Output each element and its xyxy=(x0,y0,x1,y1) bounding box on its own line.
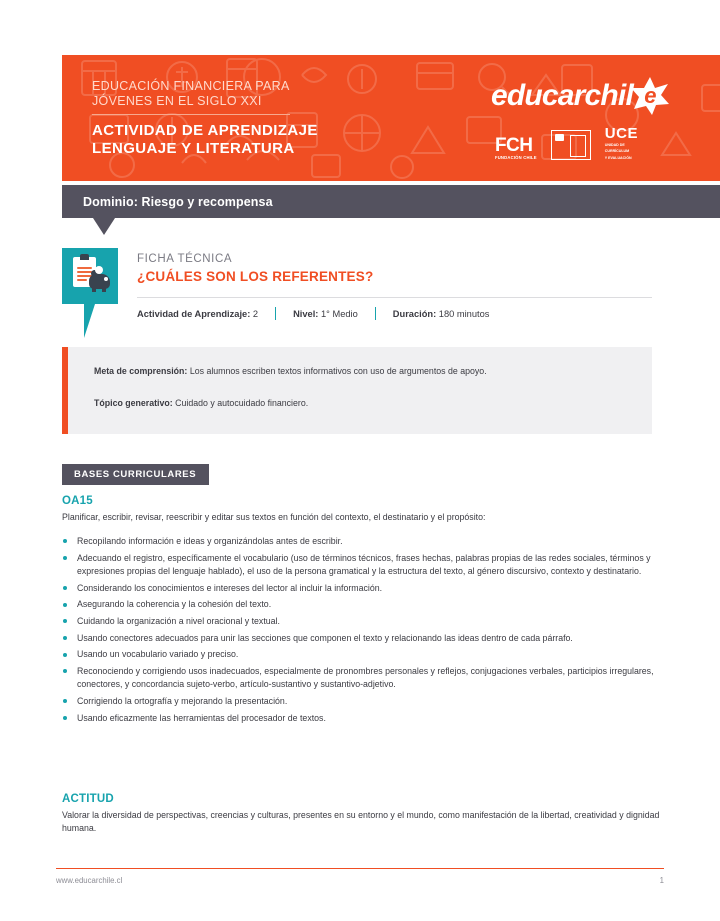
oa-code: OA15 xyxy=(62,495,93,507)
ficha-meta-row xyxy=(137,297,652,320)
meta-actividad-label: Actividad de Aprendizaje: xyxy=(137,308,251,319)
meta-actividad-value: 2 xyxy=(250,308,259,319)
meta-separator-1 xyxy=(275,307,276,320)
actitud-description: Valorar la diversidad de perspectivas, creencias y culturas, presentes en su entorno y el mundo, como manifestación de la libertad, creatividad y dignidad humana. xyxy=(62,810,660,834)
list-item: Corrigiendo la ortografía y mejorando la presentación. xyxy=(62,695,662,708)
fch-logo-sub: FUNDACIÓN CHILE xyxy=(494,154,537,160)
ficha-icon-wrapper xyxy=(62,248,118,304)
svg-text:e: e xyxy=(644,82,656,108)
header-title-line2: LENGUAJE Y LITERATURA xyxy=(92,139,295,157)
oa-description: Planificar, escribir, revisar, reescribir y editar sus textos en función del contexto, el destinatario y el propósito: xyxy=(62,512,486,522)
header-kicker xyxy=(92,79,290,115)
clipboard-line-4 xyxy=(77,279,87,281)
meta-comprension-label: Meta de comprensión: xyxy=(94,366,188,376)
meta-nivel-label: Nivel: xyxy=(293,308,319,319)
meta-duracion-label: Duración: xyxy=(392,308,437,319)
educarchile-wordmark: educarchil xyxy=(490,78,633,112)
mineduc-logo-icon xyxy=(551,130,591,160)
list-item: Adecuando el registro, específicamente el vocabulario (uso de términos técnicos, frases hechas, palabras propias de las redes sociales, términos y expresiones propias del lenguaje hablado), el uso de la persona gramatical y la estructura del texto, al género discursivo, contexto y destinatario. xyxy=(62,552,662,578)
piggybank-icon xyxy=(89,274,110,289)
footer-divider xyxy=(56,868,664,869)
actitud-section xyxy=(62,793,662,835)
header-title xyxy=(92,122,318,158)
piggy-leg-right xyxy=(102,288,106,292)
meta-nivel xyxy=(293,309,358,319)
fch-logo-main: FCH xyxy=(494,134,533,156)
list-item: Usando conectores adecuados para unir las secciones que componen el texto y relacionando las ideas dentro de cada párrafo. xyxy=(62,632,662,645)
bases-curriculares-badge: BASES CURRICULARES xyxy=(62,464,209,485)
uce-logo xyxy=(605,126,638,160)
meta-separator-2 xyxy=(375,307,376,320)
list-item: Reconociendo y corrigiendo usos inadecuados, especialmente de pronombres personales y reflejos, conjugaciones verbales, participios irregulares, conectores, y concordancia sujeto-verbo, artículo-sustantivo y sustantivo-adjetivo. xyxy=(62,665,662,691)
topico-generativo-text: Cuidado y autocuidado financiero. xyxy=(172,398,309,408)
meta-actividad xyxy=(137,309,258,319)
list-item: Asegurando la coherencia y la cohesión del texto. xyxy=(62,598,662,611)
list-item: Usando eficazmente las herramientas del procesador de textos. xyxy=(62,712,662,725)
oa-bullet-list xyxy=(62,535,662,725)
clipboard-clip-icon xyxy=(80,254,89,260)
header-text-block xyxy=(92,79,318,158)
topico-generativo-label: Tópico generativo: xyxy=(94,398,173,408)
list-item: Recopilando información e ideas y organizándolas antes de escribir. xyxy=(62,535,662,548)
footer-page-number: 1 xyxy=(659,876,664,885)
educarchile-logo xyxy=(491,76,670,116)
uce-logo-sub-1: UNIDAD DE xyxy=(604,142,625,147)
actitud-code: ACTITUD xyxy=(62,793,114,805)
fch-logo xyxy=(495,136,537,160)
educarchile-star-icon xyxy=(630,76,670,116)
header-logos xyxy=(491,76,670,160)
ficha-bubble-tail-icon xyxy=(84,304,95,338)
list-item: Usando un vocabulario variado y preciso. xyxy=(62,648,662,661)
meta-nivel-value: 1° Medio xyxy=(318,308,358,319)
header-kicker-line2: JÓVENES EN EL SIGLO XXI xyxy=(92,93,262,108)
footer-url[interactable]: www.educarchile.cl xyxy=(56,876,123,885)
topico-generativo-line xyxy=(94,398,632,409)
header-kicker-line1: EDUCACIÓN FINANCIERA PARA xyxy=(92,78,290,93)
uce-logo-sub-2: CURRÍCULUM xyxy=(604,149,630,154)
ficha-title: ¿CUÁLES SON LOS REFERENTES? xyxy=(137,269,374,284)
meta-comprension-box xyxy=(62,347,652,434)
ficha-label: FICHA TÉCNICA xyxy=(137,253,233,265)
meta-comprension-line xyxy=(94,366,632,377)
meta-duracion xyxy=(393,309,490,319)
list-item: Considerando los conocimientos e intereses del lector al incluir la información. xyxy=(62,582,662,595)
header-title-line1: ACTIVIDAD DE APRENDIZAJE xyxy=(92,121,318,139)
ficha-tecnica-block xyxy=(62,248,652,320)
ficha-text xyxy=(137,248,652,286)
clipboard-piggybank-icon xyxy=(62,248,118,304)
coin-icon xyxy=(95,266,103,274)
oa-section xyxy=(62,495,662,728)
meta-comprension-text: Los alumnos escriben textos informativos con uso de argumentos de apoyo. xyxy=(187,366,487,376)
uce-logo-main: UCE xyxy=(604,124,638,142)
header-banner xyxy=(62,55,720,181)
uce-logo-sub-3: Y EVALUACIÓN xyxy=(604,155,632,160)
dominio-pointer-icon xyxy=(93,218,115,235)
meta-duracion-value: 180 minutos xyxy=(436,308,490,319)
dominio-bar: Dominio: Riesgo y recompensa xyxy=(62,185,720,218)
footer xyxy=(56,876,664,885)
clipboard-line-1 xyxy=(77,267,92,269)
partner-logos xyxy=(491,126,638,160)
list-item: Cuidando la organización a nivel oracional y textual. xyxy=(62,615,662,628)
piggy-leg-left xyxy=(92,288,96,292)
